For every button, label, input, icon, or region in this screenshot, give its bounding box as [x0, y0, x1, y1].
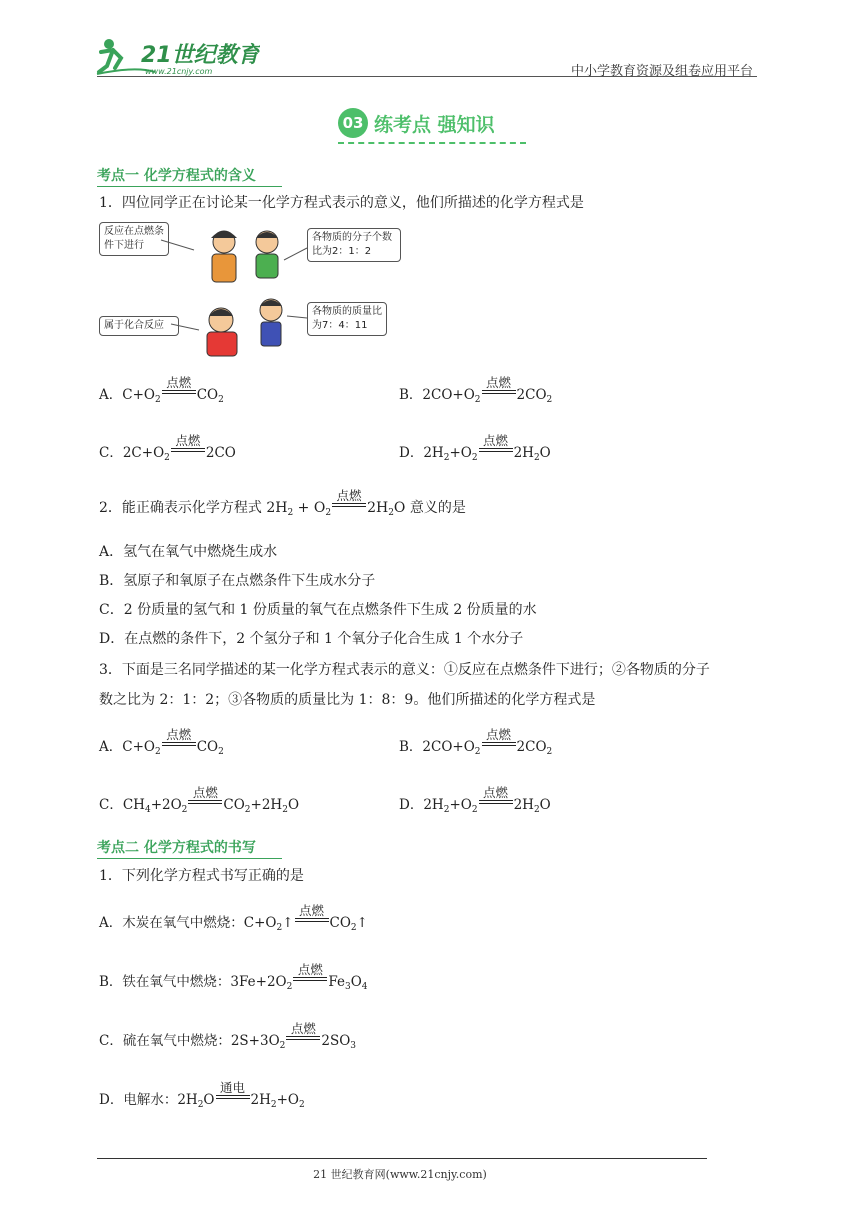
students-drawing	[99, 220, 399, 360]
k2-q1-option-b[interactable]: B．铁在氧气中燃烧：$3Fe+2O_2$ 点燃 $Fe_3O_4$	[99, 962, 368, 992]
q3-option-a[interactable]: A．$C+O_2$ 点燃 $CO_2$	[99, 727, 224, 757]
q1-option-a[interactable]: A．$C+O_2$ 点燃 $CO_2$	[99, 375, 224, 405]
section-number: 03	[338, 108, 368, 138]
bubble-3: 属于化合反应	[99, 316, 179, 336]
q1-stem: 1．四位同学正在讨论某一化学方程式表示的意义，他们所描述的化学方程式是	[99, 195, 584, 211]
k2-q1-option-d[interactable]: D．电解水：$2H_2O$ 通电 $2H_2+O_2$	[99, 1080, 305, 1110]
kaodian1-underline	[97, 186, 282, 187]
q2-stem: 2．能正确表示化学方程式 $2H_2 + O_2$ 点燃 $2H_2O$ 意义的是	[99, 488, 466, 518]
q3-option-b[interactable]: B．$2CO+O_2$ 点燃 $2CO_2$	[399, 727, 553, 757]
q1-option-b[interactable]: B．$2CO+O_2$ 点燃 $2CO_2$	[399, 375, 553, 405]
students-illustration	[99, 220, 399, 360]
bubble-1: 反应在点燃条件下进行	[99, 222, 169, 256]
section-underline	[338, 142, 526, 144]
logo-text: 21世纪教育	[141, 43, 260, 68]
q2-option-b[interactable]: B．氢原子和氧原子在点燃条件下生成水分子	[99, 573, 376, 589]
k2-q1-stem: 1．下列化学方程式书写正确的是	[99, 868, 304, 884]
header-divider	[97, 76, 757, 77]
bubble-2: 各物质的分子个数比为2：1：2	[307, 228, 401, 262]
k2-q1-option-a[interactable]: A．木炭在氧气中燃烧：$C+O_2↑$ 点燃 $CO_2↑$	[99, 903, 368, 933]
q2-option-d[interactable]: D．在点燃的条件下，2 个氢分子和 1 个氧分子化合生成 1 个水分子	[99, 631, 524, 647]
k2-q1-option-c[interactable]: C．硫在氧气中燃烧：$2S+3O_2$ 点燃 $2SO_3$	[99, 1021, 357, 1051]
q3-stem-line1: 3．下面是三名同学描述的某一化学方程式表示的意义：①反应在点燃条件下进行；②各物质的分子	[99, 662, 710, 678]
q2-option-c[interactable]: C．2 份质量的氢气和 1 份质量的氧气在点燃条件下生成 2 份质量的水	[99, 602, 537, 618]
footer-divider	[97, 1158, 707, 1159]
kaodian2-title: 考点二 化学方程式的书写	[97, 840, 256, 856]
q2-option-a[interactable]: A．氢气在氧气中燃烧生成水	[99, 544, 278, 560]
bubble-4: 各物质的质量比为7：4：11	[307, 302, 387, 336]
q1-option-d[interactable]: D．$2H_2+O_2$ 点燃 $2H_2O$	[399, 433, 551, 463]
kaodian2-underline	[97, 858, 282, 859]
q3-stem-line2: 数之比为 2：1：2；③各物质的质量比为 1：8：9。他们所描述的化学方程式是	[99, 692, 596, 708]
kaodian1-title: 考点一 化学方程式的含义	[97, 168, 256, 184]
q3-option-d[interactable]: D．$2H_2+O_2$ 点燃 $2H_2O$	[399, 785, 551, 815]
q1-option-c[interactable]: C．$2C+O_2$ 点燃 2CO	[99, 433, 236, 463]
footer-text: 21 世纪教育网(www.21cnjy.com)	[313, 1168, 487, 1181]
q3-option-c[interactable]: C．$CH_4+2O_2$ 点燃 $CO_2+2H_2O$	[99, 785, 300, 815]
section-title: 练考点 强知识	[374, 114, 495, 136]
svg-text:www.21cnjy.com: www.21cnjy.com	[145, 67, 213, 76]
platform-name: 中小学教育资源及组卷应用平台	[571, 64, 754, 79]
site-logo	[95, 36, 260, 78]
